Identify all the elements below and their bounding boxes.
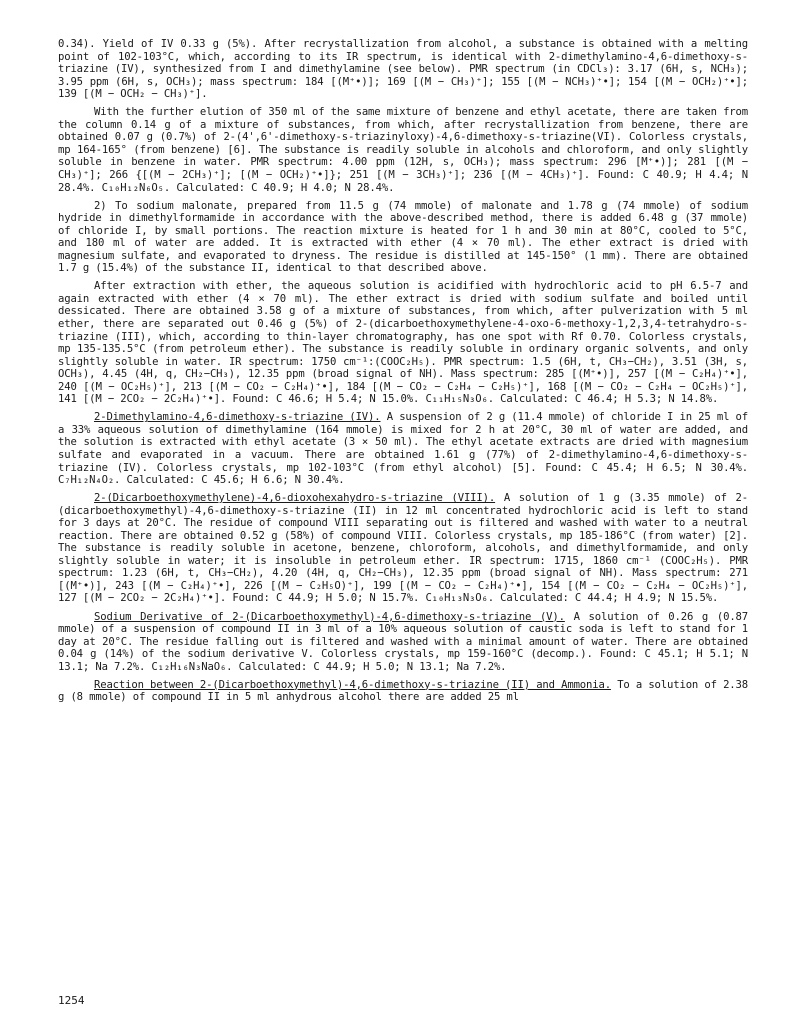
page-number: 1254 [58, 994, 85, 1007]
paragraph-3 [58, 200, 748, 275]
section-heading: Reaction between 2-(Dicarboethoxymethyl)-4,6-dimethoxy-s-triazine (II) and Ammonia. [94, 678, 611, 691]
paragraph-text: 0.34). Yield of IV 0.33 g (5%). After recrystallization from alcohol, a substance is obtained with a melting point of 102-103°C, which, according to its IR spectrum, is identical with 2-dimethylamino-4,6-dimethoxy-s-triazine (IV), synthesized from I and dimethylamine (see below). PMR spectrum (in CDCl₃): 3.17 (6H, s, NCH₃); 3.95 ppm (6H, s, OCH₃); mass spectrum: 184 [(M⁺•)]; 169 [(M − CH₃)⁺]; 155 [(M − NCH₃)⁺•]; 154 [(M − OCH₂)⁺•]; 139 [(M − OCH₂ − CH₃)⁺]. [58, 38, 748, 101]
paragraph-text: A solution of 1 g (3.35 mmole) of 2-(dicarboethoxymethyl)-4,6-dimethoxy-s-triazine (II) in 12 ml concentrated hydrochloric acid is left to stand for 3 days at 20°C. The residue of compound VIII separating out is filtered and washed with water to a neutral reaction. There are obtained 0.52 g (58%) of compound VIII. Colorless crystals, mp 185-186°C (from water) [2]. The substance is readily soluble in acetone, benzene, chloroform, alcohols, and dimethylformamide, and only slightly soluble in water; it is insoluble in petroleum ether. IR spectrum: 1715, 1860 cm⁻¹ (COOC₂H₅). PMR spectrum: 1.23 (6H, t, CH₃−CH₂), 4.20 (4H, q, CH₂−CH₃), 12.35 ppm (broad signal of NH). Mass spectrum: 271 [(M⁺•)], 243 [(M − C₂H₄)⁺•], 226 [(M − C₂H₅O)⁺], 199 [(M − CO₂ − C₂H₄)⁺•], 154 [(M − CO₂ − C₂H₄ − OC₂H₅)⁺], 127 [(M − 2CO₂ − 2C₂H₄)⁺•]. Found: C 44.9; H 5.0; N 15.7%. C₁₀H₁₃N₃O₆. Calculated: C 44.4; H 4.9; N 15.5%. [58, 492, 748, 605]
paragraph-text: 2) To sodium malonate, prepared from 11.5 g (74 mmole) of malonate and 1.78 g (74 mmole) of sodium hydride in dimethylformamide in accordance with the above-described method, there is added 6.48 g (37 mmole) of chloride I, by small portions. The reaction mixture is heated for 1 h and 30 min at 80°C, cooled to 5°C, and 180 ml of water are added. It is extracted with ether (4 × 70 ml). The ether extract is dried with magnesium sulfate, and evaporated to dryness. The residue is distilled at 145-150° (1 mm). There are obtained 1.7 g (15.4%) of the substance II, identical to that described above. [58, 199, 748, 275]
section-heading: 2-Dimethylamino-4,6-dimethoxy-s-triazine (IV). [94, 411, 381, 424]
paragraph-4 [58, 280, 748, 405]
paragraph-6 [58, 492, 748, 605]
article-body [58, 38, 748, 709]
paragraph-text: After extraction with ether, the aqueous solution is acidified with hydrochloric acid to pH 6.5-7 and again extracted with ether (4 × 70 ml). The ether extract is dried with sodium sulfate and boiled until dessicated. There are obtained 3.58 g of a mixture of substances, from which, after pulverization with 5 ml ether, there are separated out 0.46 g (5%) of 2-(dicarboethoxymethylene-4-oxo-6-methoxy-1,2,3,4-tetrahydro-s-triazine (III), which, according to thin-layer chromatography, has one spot with Rf 0.70. Colorless crystals, mp 135-135.5°C (from petroleum ether). The substance is readily soluble in ordinary organic solvents, and only slightly soluble in water. IR spectrum: 1750 cm⁻¹:(COOC₂H₅). PMR spectrum: 1.5 (6H, t, CH₃−CH₂), 3.51 (3H, s, OCH₃), 4.45 (4H, q, CH₂−CH₃), 12.35 ppm (broad signal of NH). Mass spectrum: 285 [(M⁺•)], 257 [(M − C₂H₄)⁺•], 240 [(M − OC₂H₅)⁺], 213 [(M − CO₂ − C₂H₄)⁺•], 184 [(M − CO₂ − C₂H₄ − C₂H₅)⁺], 168 [(M − CO₂ − C₂H₄ − OC₂H₅)⁺], 141 [(M − 2CO₂ − 2C₂H₄)⁺•]. Found: C 46.6; H 5.4; N 15.0%. C₁₁H₁₅N₃O₆. Calculated: C 46.4; H 5.3; N 14.8%. [58, 280, 748, 406]
section-heading: Sodium Derivative of 2-(Dicarboethoxymethyl)-4,6-dimethoxy-s-triazine (V). [94, 610, 565, 623]
paragraph-1 [58, 38, 748, 101]
section-heading: 2-(Dicarboethoxymethylene)-4,6-dioxohexahydro-s-triazine (VIII). [94, 492, 496, 505]
paragraph-7 [58, 611, 748, 674]
paragraph-8 [58, 679, 748, 704]
paragraph-text: A solution of 0.26 g (0.87 mmole) of a suspension of compound II in 3 ml of a 10% aqueous solution of caustic soda is left to stand for 1 day at 20°C. The residue falling out is filtered and washed with a minimal amount of water. There are obtained 0.04 g (14%) of the sodium derivative V. Colorless crystals, mp 159-160°C (decomp.). Found: C 45.1; H 5.1; N 13.1; Na 7.2%. C₁₂H₁₆N₃NaO₆. Calculated: C 44.9; H 5.0; N 13.1; Na 7.2%. [58, 610, 748, 673]
paragraph-text: With the further elution of 350 ml of the same mixture of benzene and ethyl acetate, there are taken from the column 0.14 g of a mixture of substances, from which, after recrystallization from benzene, there are obtained 0.07 g (0.7%) of 2-(4',6'-dimethoxy-s-triazinyloxy)-4,6-dimethoxy-s-triazine(VI). Colorless crystals, mp 164-165° (from benzene) [6]. The substance is readily soluble in alcohols and chloroform, and only slightly soluble in benzene in water. PMR spectrum: 4.00 ppm (12H, s, OCH₃); mass spectrum: 296 [M⁺•)]; 281 [(M − CH₃)⁺]; 266 {[(M − 2CH₃)⁺]; [(M − OCH₂)⁺•]}; 251 [(M − 3CH₃)⁺]; 236 [(M − 4CH₃)⁺]. Found: C 40.9; H 4.4; N 28.4%. C₁₀H₁₂N₆O₅. Calculated: C 40.9; H 4.0; N 28.4%. [58, 106, 748, 194]
paragraph-5 [58, 411, 748, 486]
paragraph-text: To a solution of 2.38 g (8 mmole) of compound II in 5 ml anhydrous alcohol there are added 25 ml [58, 678, 748, 704]
paragraph-2 [58, 106, 748, 194]
paragraph-text: A suspension of 2 g (11.4 mmole) of chloride I in 25 ml of a 33% aqueous solution of dimethylamine (164 mmole) is mixed for 2 h at 20°C, 30 ml of water are added, and the solution is extracted with ethyl acetate (3 × 50 ml). The ethyl acetate extracts are dried with magnesium sulfate and evaporated in a vacuum. There are obtained 1.61 g (77%) of 2-dimethylamino-4,6-dimethoxy-s-triazine (IV). Colorless crystals, mp 102-103°C (from ethyl alcohol) [5]. Found: C 45.4; H 6.5; N 30.4%. C₇H₁₂N₄O₂. Calculated: C 45.6; H 6.6; N 30.4%. [58, 411, 748, 487]
